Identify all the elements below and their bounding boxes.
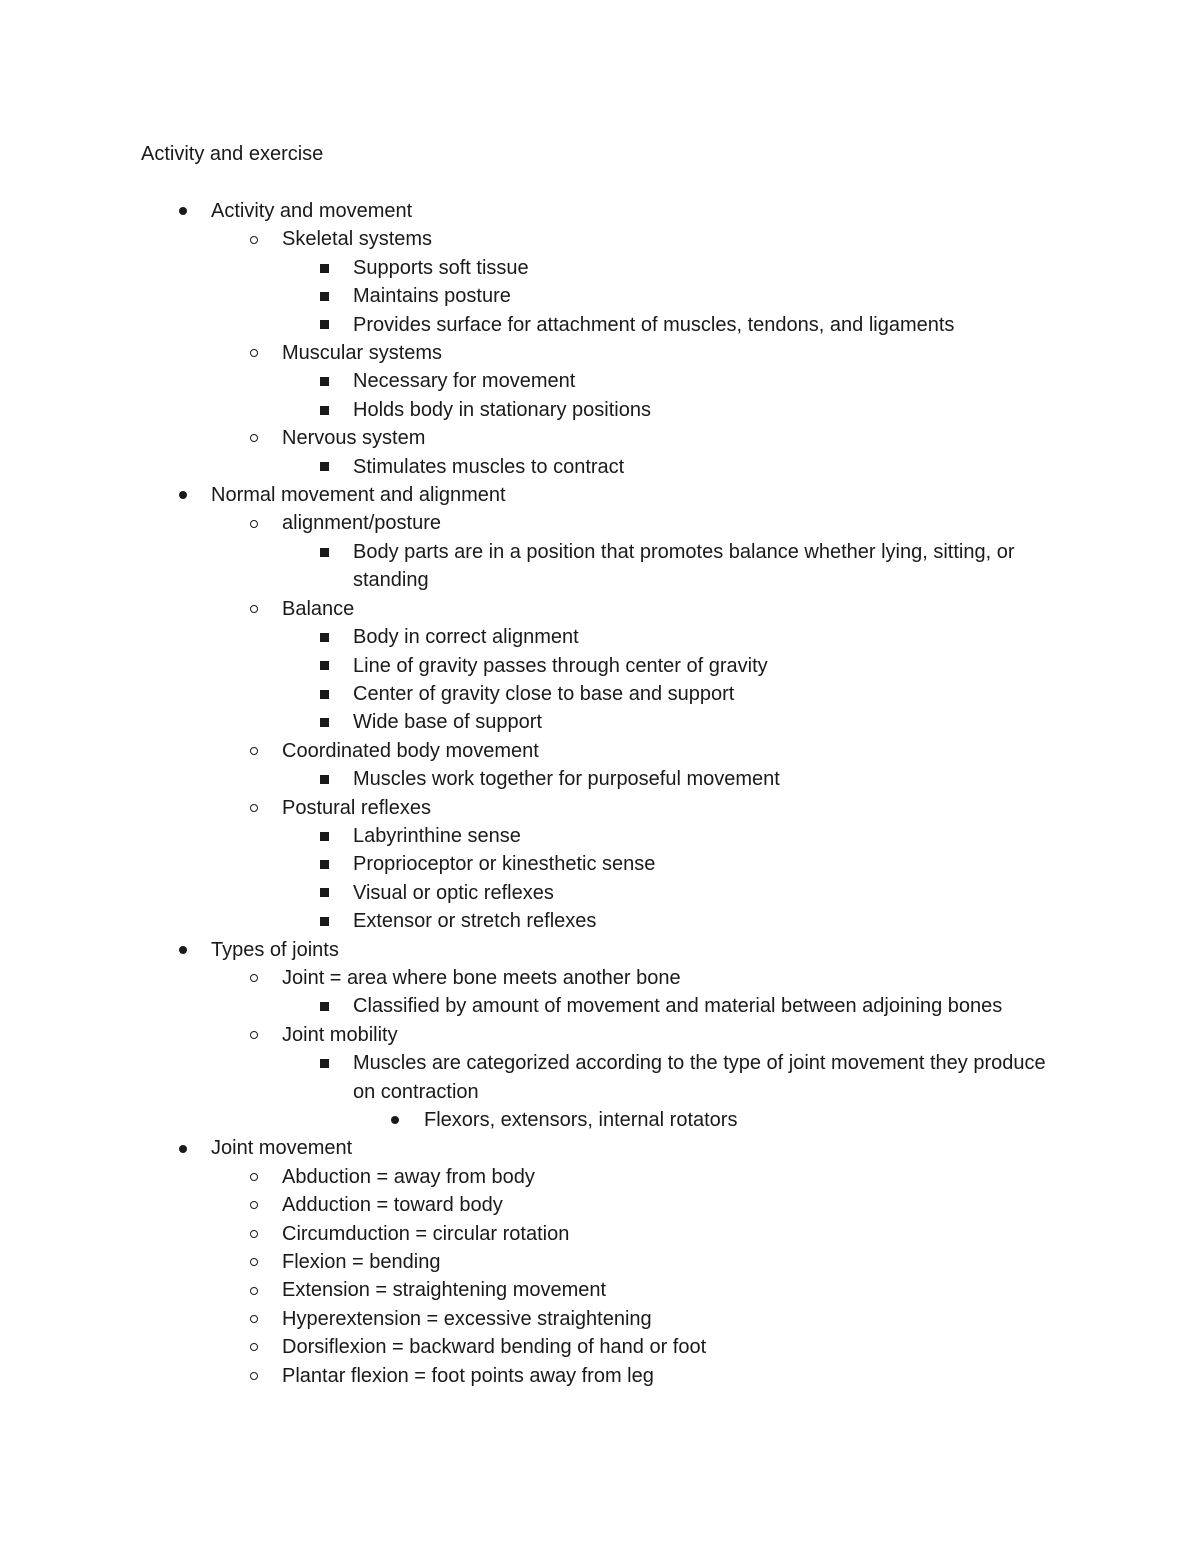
bullet-square-icon — [318, 680, 330, 708]
outline-item — [0, 1049, 1053, 1106]
outline-item-text: Proprioceptor or kinesthetic sense — [353, 853, 656, 876]
outline-item-text: Circumduction = circular rotation — [282, 1222, 570, 1245]
bullet-square-icon — [318, 396, 330, 424]
outline-item — [0, 879, 1053, 907]
bullet-circle-icon — [248, 509, 260, 537]
outline-item — [0, 1220, 1051, 1248]
outline-item — [0, 1276, 1051, 1304]
outline-item-text: Abduction = away from body — [282, 1165, 535, 1188]
bullet-square-icon — [318, 1049, 330, 1077]
outline-item-text: Joint = area where bone meets another bone — [282, 966, 681, 989]
outline-item — [0, 254, 1053, 282]
bullet-square-icon — [318, 879, 330, 907]
outline-item-text: Labyrinthine sense — [353, 824, 521, 847]
outline-item-text: Postural reflexes — [282, 796, 431, 819]
document-title: Activity and exercise — [141, 143, 324, 165]
bullet-disc-icon — [389, 1106, 401, 1134]
bullet-square-icon — [318, 708, 330, 736]
bullet-circle-icon — [248, 1191, 260, 1219]
outline-item — [0, 794, 1051, 822]
outline-item — [0, 367, 1053, 395]
bullet-circle-icon — [248, 737, 260, 765]
bullet-circle-icon — [248, 1362, 260, 1390]
outline-item-text: Flexion = bending — [282, 1251, 441, 1274]
outline-item-text: Adduction = toward body — [282, 1194, 503, 1217]
bullet-square-icon — [318, 453, 330, 481]
outline-item-text: Wide base of support — [353, 711, 542, 734]
bullet-square-icon — [318, 765, 330, 793]
outline-item — [0, 850, 1053, 878]
outline-item — [0, 1248, 1051, 1276]
bullet-circle-icon — [248, 1021, 260, 1049]
outline-item-text: Plantar flexion = foot points away from leg — [282, 1364, 654, 1387]
outline-item — [0, 1021, 1051, 1049]
bullet-square-icon — [318, 850, 330, 878]
bullet-square-icon — [318, 822, 330, 850]
outline-item — [0, 481, 1051, 509]
outline-item — [0, 737, 1051, 765]
outline-item — [0, 225, 1051, 253]
outline-item — [0, 1333, 1051, 1361]
outline-item-text: Extensor or stretch reflexes — [353, 910, 597, 933]
outline-item-text: Classified by amount of movement and material between adjoining bones — [353, 995, 1003, 1018]
outline-item-text: Dorsiflexion = backward bending of hand or foot — [282, 1336, 707, 1359]
outline-item — [0, 509, 1051, 537]
outline-item-text: Maintains posture — [353, 285, 511, 308]
outline-item — [0, 936, 1051, 964]
outline-item — [0, 1191, 1051, 1219]
outline-item-text: Body parts are in a position that promotes balance whether lying, sitting, or standing — [353, 540, 1015, 592]
outline-item — [0, 424, 1051, 452]
outline-item-text: Hyperextension = excessive straightening — [282, 1307, 652, 1330]
outline-item-text: Supports soft tissue — [353, 256, 529, 279]
bullet-square-icon — [318, 623, 330, 651]
outline-item — [0, 964, 1051, 992]
outline-item — [0, 680, 1053, 708]
bullet-square-icon — [318, 282, 330, 310]
outline-item-text: Extension = straightening movement — [282, 1279, 607, 1302]
outline-item — [0, 595, 1051, 623]
bullet-circle-icon — [248, 1333, 260, 1361]
bullet-square-icon — [318, 311, 330, 339]
outline-item-text: Center of gravity close to base and support — [353, 682, 735, 705]
outline-item — [0, 907, 1053, 935]
outline-item — [0, 623, 1053, 651]
bullet-circle-icon — [248, 1305, 260, 1333]
outline-item — [0, 822, 1053, 850]
bullet-circle-icon — [248, 424, 260, 452]
outline-item — [0, 339, 1051, 367]
bullet-square-icon — [318, 907, 330, 935]
outline-item-text: Skeletal systems — [282, 228, 433, 251]
bullet-circle-icon — [248, 1220, 260, 1248]
bullet-circle-icon — [248, 1276, 260, 1304]
bullet-circle-icon — [248, 794, 260, 822]
bulleted-outline — [0, 197, 1200, 1390]
bullet-square-icon — [318, 652, 330, 680]
outline-item-text: Body in correct alignment — [353, 626, 579, 649]
outline-item — [0, 453, 1053, 481]
bullet-circle-icon — [248, 1163, 260, 1191]
bullet-disc-icon — [177, 197, 189, 225]
outline-item-text: Holds body in stationary positions — [353, 398, 651, 421]
outline-item — [0, 282, 1053, 310]
outline-item-text: Types of joints — [211, 938, 339, 961]
outline-item — [0, 765, 1053, 793]
bullet-disc-icon — [177, 481, 189, 509]
outline-item — [0, 197, 1051, 225]
outline-item — [0, 992, 1053, 1020]
outline-item-text: Muscular systems — [282, 342, 443, 365]
outline-item-text: alignment/posture — [282, 512, 441, 535]
bullet-circle-icon — [248, 1248, 260, 1276]
bullet-circle-icon — [248, 225, 260, 253]
outline-item — [0, 1163, 1051, 1191]
outline-item — [0, 652, 1053, 680]
bullet-square-icon — [318, 367, 330, 395]
outline-item — [0, 538, 1053, 595]
outline-item-text: Balance — [282, 597, 355, 620]
outline-item — [0, 311, 1053, 339]
outline-item-text: Coordinated body movement — [282, 739, 539, 762]
outline-item-text: Line of gravity passes through center of gravity — [353, 654, 768, 677]
outline-item-text: Nervous system — [282, 427, 426, 450]
bullet-disc-icon — [177, 1134, 189, 1162]
outline-item-text: Muscles work together for purposeful movement — [353, 768, 780, 791]
outline-item-text: Joint movement — [211, 1137, 353, 1160]
outline-item-text: Provides surface for attachment of muscles, tendons, and ligaments — [353, 313, 955, 336]
bullet-square-icon — [318, 254, 330, 282]
bullet-disc-icon — [177, 936, 189, 964]
outline-item — [0, 1134, 1051, 1162]
outline-item — [0, 1106, 1054, 1134]
outline-item-text: Muscles are categorized according to the type of joint movement they produce on contraction — [353, 1052, 1046, 1103]
outline-item — [0, 708, 1053, 736]
outline-item-text: Activity and movement — [211, 200, 413, 222]
bullet-circle-icon — [248, 964, 260, 992]
outline-item-text: Joint mobility — [282, 1023, 398, 1046]
outline-item-text: Visual or optic reflexes — [353, 881, 554, 904]
bullet-square-icon — [318, 538, 330, 566]
outline-item-text: Necessary for movement — [353, 370, 576, 393]
outline-item — [0, 1362, 1051, 1390]
outline-item-text: Stimulates muscles to contract — [353, 455, 625, 478]
bullet-square-icon — [318, 992, 330, 1020]
bullet-circle-icon — [248, 339, 260, 367]
outline-item-text: Flexors, extensors, internal rotators — [424, 1109, 738, 1131]
outline-item — [0, 396, 1053, 424]
outline-item — [0, 1305, 1051, 1333]
outline-item-text: Normal movement and alignment — [211, 484, 506, 507]
bullet-circle-icon — [248, 595, 260, 623]
